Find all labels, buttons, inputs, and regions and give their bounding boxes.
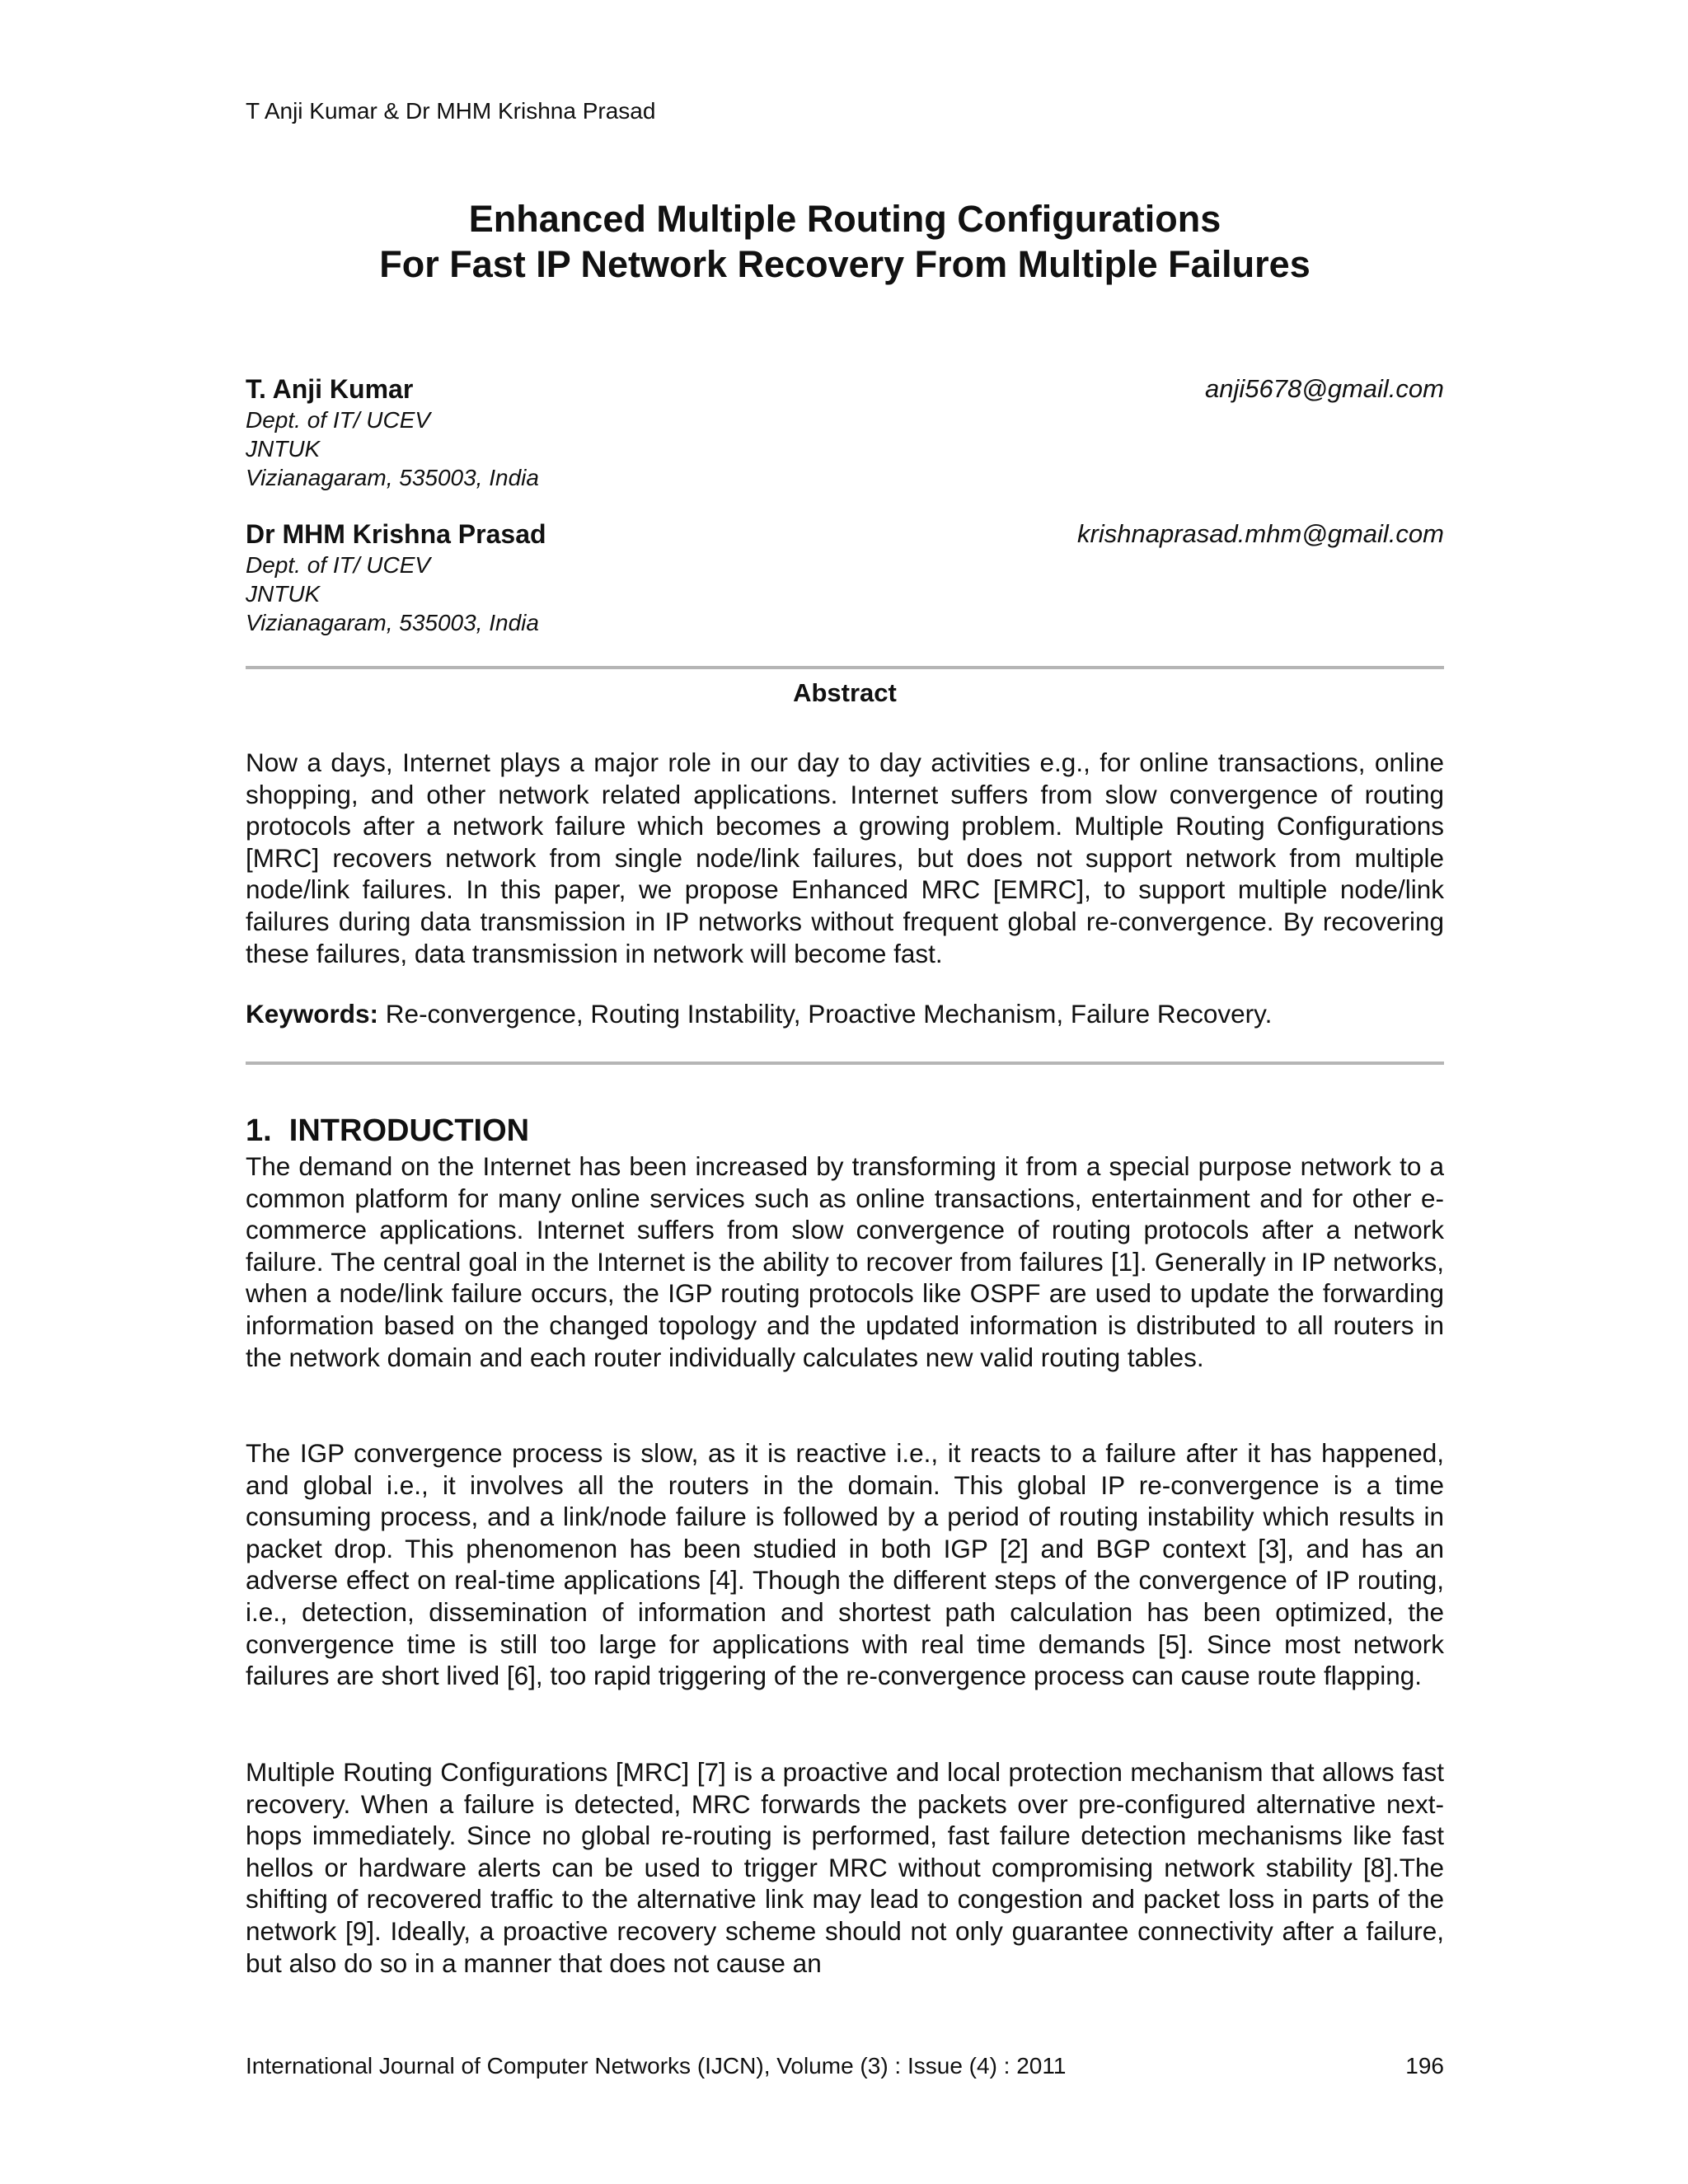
page-number: 196 [1405, 2053, 1444, 2079]
keywords-label: Keywords: [246, 999, 379, 1029]
author-university: JNTUK [246, 581, 321, 607]
paragraph-2: The IGP convergence process is slow, as it is reactive i.e., it reacts to a failure after it has happened, and global i.e., it involves all the routers in the domain. This global IP re-convergence is a time consuming process, and a link/node failure is followed by a period of routing instability which results in packet drop. This phenomenon has been studied in both IGP [2] and BGP context [3], and has an adverse effect on real-time applications [4]. Though the different steps of the convergence of IP routing, i.e., detection, dissemination of information and shortest path calculation has been optimized, the convergence time is still too large for applications with real time demands [5]. Since most network failures are short lived [6], too rapid triggering of the re-convergence process can cause route flapping. [246, 1438, 1444, 1691]
author-email: krishnaprasad.mhm@gmail.com [1077, 519, 1444, 548]
author-university: JNTUK [246, 436, 321, 462]
author-email: anji5678@gmail.com [1205, 374, 1444, 403]
keywords-text: Re-convergence, Routing Instability, Proactive Mechanism, Failure Recovery. [378, 999, 1273, 1029]
paper-title [246, 196, 1444, 287]
author-name: T. Anji Kumar [246, 374, 414, 404]
abstract-text: Now a days, Internet plays a major role in our day to day activities e.g., for online transactions, online shopping, and other network related applications. Internet suffers from slow convergence of routing protocols after a network failure which becomes a growing problem. Multiple Routing Configurations [MRC] recovers network from single node/link failures, but does not support network from multiple node/link failures. In this paper, we propose Enhanced MRC [EMRC], to support multiple node/link failures during data transmission in IP networks without frequent global re-convergence. By recovering these failures, data transmission in network will become fast. [246, 748, 1444, 968]
title-line-2: For Fast IP Network Recovery From Multiple Failures [379, 243, 1311, 285]
author-block-1 [246, 373, 1444, 492]
paragraph-3: Multiple Routing Configurations [MRC] [7] is a proactive and local protection mechanism that allows fast recovery. When a failure is detected, MRC forwards the packets over pre-configured alternative next-hops immediately. Since no global re-routing is performed, fast failure detection mechanisms like fast hellos or hardware alerts can be used to trigger MRC without compromising network stability [8].The shifting of recovered traffic to the alternative link may lead to congestion and packet loss in parts of the network [9]. Ideally, a proactive recovery scheme should not only guarantee connectivity after a failure, but also do so in a manner that does not cause an [246, 1757, 1444, 1978]
author-location: Vizianagaram, 535003, India [246, 610, 539, 635]
section-heading-introduction: 1. INTRODUCTION [246, 1113, 530, 1148]
keywords [246, 998, 1444, 1030]
author-block-2 [246, 518, 1444, 637]
running-head: T Anji Kumar & Dr MHM Krishna Prasad [246, 98, 656, 124]
divider-bottom [246, 1062, 1444, 1065]
author-location: Vizianagaram, 535003, India [246, 465, 539, 490]
divider-top [246, 666, 1444, 669]
paragraph-1: The demand on the Internet has been increased by transforming it from a special purpose network to a common platform for many online services such as online transactions, entertainment and for other e-commerce applications. Internet suffers from slow convergence of routing protocols after a network failure. The central goal in the Internet is the ability to recover from failures [1]. Generally in IP networks, when a node/link failure occurs, the IGP routing protocols like OSPF are used to update the forwarding information based on the changed topology and the updated information is distributed to all routers in the network domain and each router individually calculates new valid routing tables. [246, 1151, 1444, 1372]
abstract-heading: Abstract [793, 678, 897, 707]
author-department: Dept. of IT/ UCEV [246, 552, 431, 578]
title-line-1: Enhanced Multiple Routing Configurations [468, 198, 1221, 240]
author-department: Dept. of IT/ UCEV [246, 407, 431, 433]
author-name: Dr MHM Krishna Prasad [246, 519, 546, 549]
footer-journal: International Journal of Computer Networks (IJCN), Volume (3) : Issue (4) : 2011 [246, 2053, 1067, 2079]
